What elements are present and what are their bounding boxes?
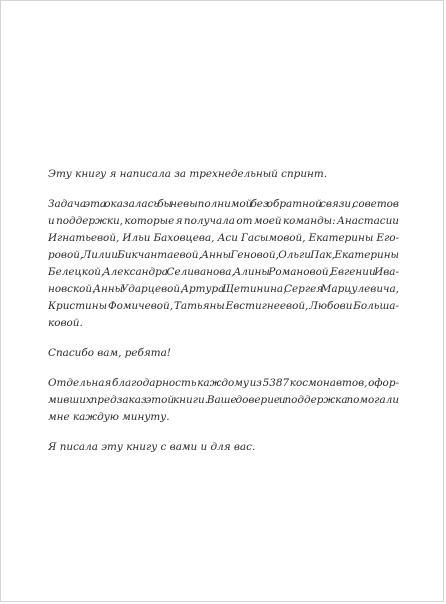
- text-line: ковой.: [48, 317, 83, 329]
- paragraph-cosmonauts: [48, 375, 399, 426]
- text-line: Кристины Фомичевой, Татьяны Евстигнеевой, Любови Больша-: [48, 300, 399, 312]
- paragraph-thanks-guys: [48, 345, 399, 362]
- acknowledgements-text: [48, 166, 399, 469]
- text-line: Игнатьевой, Ильи Баховцева, Аси Гасымовой, Екатерины Его-: [48, 232, 399, 244]
- paragraph-team-thanks: [48, 196, 399, 332]
- text-line: Спасибо вам, ребята!: [48, 347, 171, 359]
- paragraph-sprint: [48, 166, 399, 183]
- text-line: новской, Анны Ударцевой, Артура Щетинина, Сергея Марцулевича,: [48, 283, 399, 295]
- text-line: мивших предзаказ этой книги. Ваше доверие и поддержка помогали: [48, 394, 399, 406]
- text-line: Задача эта оказалась бы невыполнимой без обратной связи, советов: [48, 198, 399, 210]
- text-line: Я писала эту книгу с вами и для вас.: [48, 441, 256, 453]
- text-line: Отдельная благодарность каждому из 5387 космонавтов, офор-: [48, 377, 399, 389]
- text-line: и поддержки, которые я получала от моей команды: Анастасии: [48, 215, 399, 227]
- text-line: Эту книгу я написала за трехнедельный спринт.: [48, 168, 328, 180]
- text-line: мне каждую минуту.: [48, 411, 170, 423]
- text-line: ровой, Лилии Бикчантаевой, Анны Геновой, Ольги Пак, Екатерины: [48, 249, 399, 261]
- paragraph-closing: [48, 439, 399, 456]
- text-line: Белецкой, Александра Селиванова, Алины Романовой, Евгении Ива-: [48, 266, 399, 278]
